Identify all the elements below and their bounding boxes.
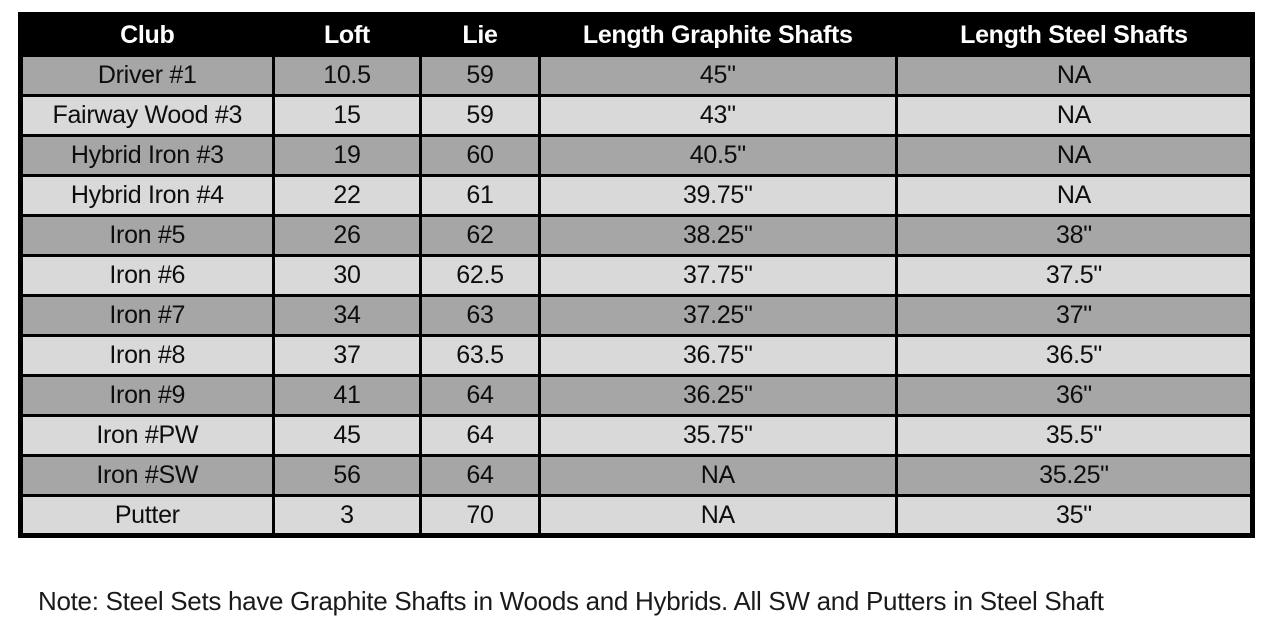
table-cell: 37.25": [539, 296, 896, 336]
table-row: [21, 176, 1253, 216]
table-row: [21, 376, 1253, 416]
table-cell: 39.75": [539, 176, 896, 216]
table-cell: Iron #5: [21, 216, 274, 256]
table-cell: 26: [273, 216, 421, 256]
table-cell: NA: [896, 176, 1252, 216]
table-row: [21, 296, 1253, 336]
table-cell: Iron #8: [21, 336, 274, 376]
table-cell: NA: [539, 496, 896, 536]
table-cell: 43": [539, 96, 896, 136]
table-cell: Iron #SW: [21, 456, 274, 496]
table-row: [21, 96, 1253, 136]
table-row: [21, 456, 1253, 496]
table-cell: 3: [273, 496, 421, 536]
club-spec-table: [18, 12, 1255, 538]
table-row: [21, 496, 1253, 536]
table-cell: 63.5: [421, 336, 539, 376]
table-cell: Fairway Wood #3: [21, 96, 274, 136]
table-cell: 56: [273, 456, 421, 496]
table-cell: Iron #9: [21, 376, 274, 416]
table-cell: 64: [421, 456, 539, 496]
table-cell: 40.5": [539, 136, 896, 176]
table-cell: 34: [273, 296, 421, 336]
table-cell: 35.25": [896, 456, 1252, 496]
table-cell: 61: [421, 176, 539, 216]
table-cell: 38": [896, 216, 1252, 256]
table-cell: 64: [421, 416, 539, 456]
table-cell: 22: [273, 176, 421, 216]
table-cell: 62: [421, 216, 539, 256]
column-header-loft: Loft: [273, 15, 421, 56]
table-cell: Driver #1: [21, 56, 274, 96]
table-cell: Hybrid Iron #4: [21, 176, 274, 216]
table-cell: 19: [273, 136, 421, 176]
table-cell: 36": [896, 376, 1252, 416]
table-cell: 37.75": [539, 256, 896, 296]
table-cell: 64: [421, 376, 539, 416]
table-cell: 36.25": [539, 376, 896, 416]
table-row: [21, 56, 1253, 96]
table-cell: 36.5": [896, 336, 1252, 376]
table-cell: 62.5: [421, 256, 539, 296]
table-cell: 37: [273, 336, 421, 376]
table-cell: Hybrid Iron #3: [21, 136, 274, 176]
table-header: [21, 15, 1253, 56]
table-cell: 15: [273, 96, 421, 136]
table-cell: 41: [273, 376, 421, 416]
table-cell: 70: [421, 496, 539, 536]
table-cell: 35.5": [896, 416, 1252, 456]
table-cell: Putter: [21, 496, 274, 536]
table-cell: NA: [896, 136, 1252, 176]
table-cell: 10.5: [273, 56, 421, 96]
table-cell: 45": [539, 56, 896, 96]
column-header-length-steel-shafts: Length Steel Shafts: [896, 15, 1252, 56]
table-row: [21, 416, 1253, 456]
column-header-length-graphite-shafts: Length Graphite Shafts: [539, 15, 896, 56]
table-cell: 63: [421, 296, 539, 336]
table-cell: 59: [421, 56, 539, 96]
table-cell: 60: [421, 136, 539, 176]
table-cell: 37.5": [896, 256, 1252, 296]
column-header-club: Club: [21, 15, 274, 56]
table-cell: 30: [273, 256, 421, 296]
table-cell: NA: [896, 96, 1252, 136]
table-row: [21, 336, 1253, 376]
table-row: [21, 216, 1253, 256]
table-cell: 59: [421, 96, 539, 136]
table-cell: Iron #PW: [21, 416, 274, 456]
table-cell: 38.25": [539, 216, 896, 256]
table-cell: NA: [539, 456, 896, 496]
table-cell: 37": [896, 296, 1252, 336]
table-cell: NA: [896, 56, 1252, 96]
column-header-lie: Lie: [421, 15, 539, 56]
table-cell: Iron #6: [21, 256, 274, 296]
footnote: Note: Steel Sets have Graphite Shafts in Woods and Hybrids. All SW and Putters in Steel Shaft: [38, 586, 1104, 616]
table-row: [21, 256, 1253, 296]
table-cell: 36.75": [539, 336, 896, 376]
table-body: [21, 56, 1253, 536]
table-cell: 35": [896, 496, 1252, 536]
header-row: [21, 15, 1253, 56]
table-cell: Iron #7: [21, 296, 274, 336]
table-cell: 45: [273, 416, 421, 456]
table-cell: 35.75": [539, 416, 896, 456]
table-row: [21, 136, 1253, 176]
